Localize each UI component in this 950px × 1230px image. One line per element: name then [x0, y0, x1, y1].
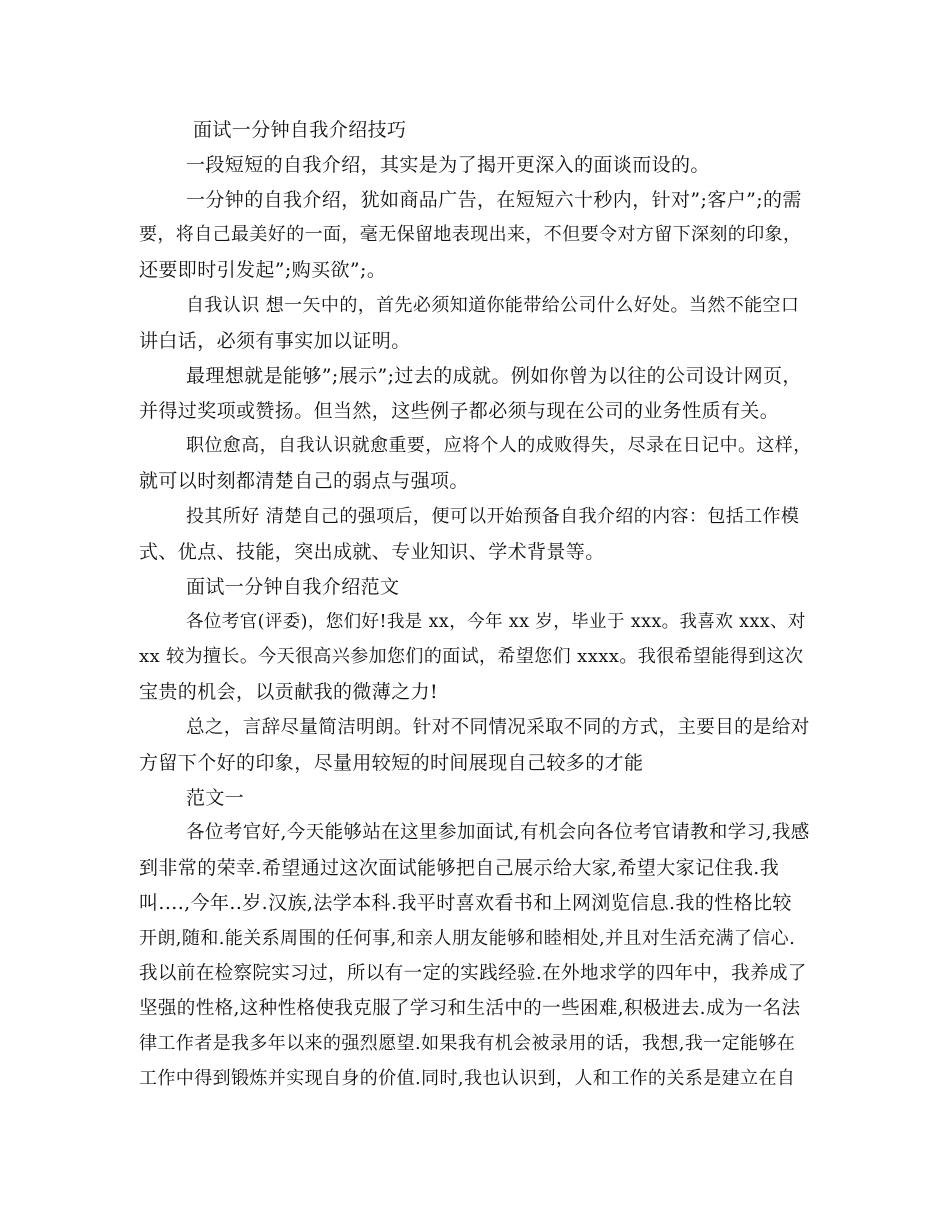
paragraph-line: 开朗,随和.能关系周围的任何事,和亲人朋友能够和睦相处,并且对生活充满了信心.	[139, 928, 796, 949]
paragraph-line: 最理想就是能够”;展示”;过去的成就。例如你曾为以往的公司设计网页，	[186, 365, 802, 387]
paragraph-line: 要，将自己最美好的一面，毫无保留地表现出来，不但要令对方留下深刻的印象，	[139, 224, 802, 245]
paragraph-line: 坚强的性格,这种性格使我克服了学习和生活中的一些困难,积极进去.成为一名法	[139, 998, 801, 1019]
paragraph-line: 各位考官好,今天能够站在这里参加面试,有机会向各位考官请教和学习,我感	[186, 822, 810, 843]
paragraph-line: 宝贵的机会，以贡献我的微薄之力!	[139, 681, 439, 703]
paragraph-line: xx 较为擅长。今天很高兴参加您们的面试，希望您们 xxxx。我很希望能得到这次	[139, 646, 804, 667]
heading-line: 范文一	[186, 787, 245, 809]
paragraph-line: 并得过奖项或赞扬。但当然，这些例子都必须与现在公司的业务性质有关。	[139, 400, 780, 422]
paragraph-line: 投其所好 清楚自己的强项后，便可以开始预备自我介绍的内容：包括工作模	[186, 506, 800, 527]
paragraph-line: 讲白话，必须有事实加以证明。	[139, 330, 411, 352]
paragraph-line: 叫....,今年..岁.汉族,法学本科.我平时喜欢看书和上网浏览信息.我的性格比较	[139, 892, 792, 914]
paragraph-line: 各位考官(评委)，您们好!我是 xx，今年 xx 岁，毕业于 xxx。我喜欢 xxx、对	[186, 612, 806, 632]
paragraph-line: 职位愈高，自我认识就愈重要，应将个人的成败得失，尽录在日记中。这样，	[186, 435, 812, 456]
heading-line: 面试一分钟自我介绍技巧	[193, 119, 407, 141]
paragraph-line: 总之，言辞尽量简洁明朗。针对不同情况采取不同的方式，主要目的是给对	[186, 717, 810, 738]
paragraph-line: 方留下个好的印象，尽量用较短的时间展现自己较多的才能	[139, 752, 644, 774]
paragraph-line: 到非常的荣幸.希望通过这次面试能够把自己展示给大家,希望大家记住我.我	[139, 857, 780, 879]
paragraph-line: 一段短短的自我介绍，其实是为了揭开更深入的面谈而设的。	[186, 154, 710, 176]
paragraph-line: 我以前在检察院实习过，所以有一定的实践经验.在外地求学的四年中，我养成了	[139, 963, 807, 984]
paragraph-line: 式、优点、技能，突出成就、专业知识、学术背景等。	[139, 541, 605, 563]
heading-line: 面试一分钟自我介绍范文	[186, 576, 400, 598]
paragraph-line: 一分钟的自我介绍，犹如商品广告，在短短六十秒内，针对”;客户”;的需	[186, 189, 802, 211]
paragraph-line: 还要即时引发起”;购买欲”;。	[139, 259, 387, 281]
paragraph-line: 律工作者是我多年以来的强烈愿望.如果我有机会被录用的话，我想,我一定能够在	[139, 1033, 796, 1054]
paragraph-line: 自我认识 想一矢中的，首先必须知道你能带给公司什么好处。当然不能空口	[186, 295, 800, 316]
paragraph-line: 就可以时刻都清楚自己的弱点与强项。	[139, 470, 469, 492]
paragraph-line: 工作中得到锻炼并实现自身的价值.同时,我也认识到，人和工作的关系是建立在自	[139, 1068, 796, 1089]
